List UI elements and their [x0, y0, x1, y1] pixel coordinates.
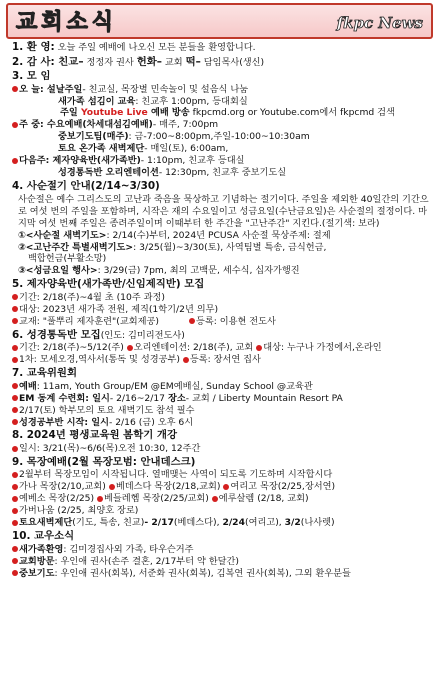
- cell-groups-row-2: [4, 493, 435, 505]
- welcome-text: 오늘 주일 예배에 나오신 모든 분들을 환영합니다.: [54, 42, 256, 53]
- education-retreat: [4, 393, 435, 405]
- saturday-altar-program: (기도, 특송, 친교): [72, 517, 145, 529]
- youtube-detail: fkpcmd.org or Youtube.com에서 fkpcmd 검색: [189, 107, 395, 119]
- youtube-broadcast: 예배 방송: [147, 107, 190, 119]
- youtube-live: Youtube Live: [80, 107, 148, 119]
- lent-heading: 4. 사순절기 안내(2/14~3/30): [12, 180, 160, 193]
- discipleship-register-text: 등록: 이용현 전도사: [195, 315, 276, 327]
- bible-orientation-label: 성경통독반 오리엔테이션: [58, 167, 159, 179]
- youtube-prefix: 주일: [60, 107, 81, 119]
- discipleship-period-text: 기간: 2/18(주)~4월 초 (10주 과정): [19, 291, 165, 303]
- discipleship-period: [4, 292, 435, 304]
- cell-worship-intro: [4, 469, 435, 481]
- cell-worship-intro-text: 2월부터 목장모임이 시작됩니다. 열매맺는 사역이 되도록 기도하며 시작합시다: [19, 469, 333, 481]
- newcomer-detail: : 친교후 1:00pm, 등대회실: [135, 95, 248, 107]
- bible-orientation-detail: - 12:30pm, 친교후 중보기도실: [158, 167, 287, 179]
- news-banner: [6, 3, 433, 39]
- retreat-date: - 2/16~2/17: [109, 392, 168, 404]
- member-news-visit: [4, 556, 435, 568]
- weekday-label: 주 중:: [19, 119, 47, 131]
- thanks-label-flowers: 헌화–: [136, 55, 162, 68]
- intercession-detail: : 우인애 권사(회복), 서준화 권사(회복), 김복연 권사(회복), 그외 환우분들: [54, 567, 351, 579]
- bullet-icon: [12, 383, 18, 389]
- today-label: 오 늘:: [19, 83, 47, 95]
- saturday-altar-date-1: - 2/17: [144, 517, 174, 529]
- education-heading: 7. 교육위원회: [12, 367, 77, 380]
- meetings-heading: 3. 모 임: [12, 70, 51, 83]
- cell-jerusalem: 에루살렘 (2/18, 교회): [218, 493, 309, 505]
- lent-item-1: [4, 230, 435, 242]
- member-news-newcomer: [4, 544, 435, 556]
- bullet-icon: [223, 484, 229, 490]
- cell-groups-row-1: [4, 481, 435, 493]
- lifelong-education-heading: 8. 2024년 평생교육원 봄학기 개강: [12, 429, 177, 442]
- banner-title: 교회소식: [16, 10, 118, 35]
- bullet-icon: [12, 508, 18, 514]
- newcomer-welcome-detail: : 김미경집사외 가족, 타우슨거주: [63, 543, 194, 555]
- cell-groups-row-3: [4, 505, 435, 517]
- wednesday-detail: - 매주, 7:00pm: [152, 119, 219, 131]
- bible-period: 기간: 2/18(주)~5/12(주): [19, 342, 124, 354]
- lifelong-education-date-text: 일시: 3/21(목)~6/6(목)오전 10:30, 12주간: [19, 443, 201, 454]
- meetings-youtube: [4, 107, 435, 119]
- education-parent-note: [4, 405, 435, 417]
- member-news-heading: 10. 교우소식: [12, 530, 75, 543]
- bullet-icon: [12, 446, 18, 452]
- thanks-ricecake: 담임목사(생신): [200, 56, 265, 68]
- bullet-icon: [109, 484, 115, 490]
- bible-reading-leader: (인도: 김미리전도사): [100, 329, 185, 341]
- bullet-icon: [12, 158, 18, 164]
- cell-worship-heading: 9. 목장예배(2월 목장모범: 안내데스크): [12, 455, 196, 468]
- bullet-icon: [12, 318, 18, 324]
- bullet-icon: [12, 546, 18, 552]
- new-year-sunday: 설날주일: [46, 83, 83, 95]
- bullet-icon: [12, 395, 18, 401]
- church-visit-label: 교회방문: [19, 555, 55, 567]
- banner-logo: fkpc News: [336, 14, 423, 32]
- thanks-label-fellowship: 친교–: [54, 55, 84, 68]
- bullet-icon: [12, 484, 18, 490]
- prayer-team-label: 중보기도팀(매주): [58, 131, 129, 143]
- meetings-today: [4, 84, 435, 96]
- retreat-label: EM 동계 수련회: 일시: [19, 392, 110, 404]
- bullet-icon: [127, 345, 133, 351]
- intercession-label: 중보기도: [19, 567, 55, 579]
- education-worship-detail: : 11am, Youth Group/EM @EM예배실, Sunday School @교육관: [36, 380, 313, 392]
- holy-week-prayer: ②<고난주간 특별새벽기도>: [18, 241, 134, 253]
- lifelong-education-date: [4, 443, 435, 455]
- lent-paragraph: 사순절은 예수 그리스도의 고난과 죽음을 묵상하고 기념하는 절기이다. 주일을 제외한 40일간의 기간으로 여섯 번의 주일을 포함하며, 시작은 재의 수요일이고 성금요일(수난금요일)은 사순절의 절정이다. 마지막 여섯 번째 주일은 종려주일이며 이때부터 한 주간을 "고난주간" 지킨다.(절기색: 보라): [18, 193, 429, 229]
- meetings-bible-reading: [4, 167, 435, 179]
- meetings-prayer-team: [4, 131, 435, 143]
- retreat-place-label: 장소: [167, 392, 186, 404]
- church-visit-detail: : 우인애 권사(손주 결혼, 2/17부터 약 한달간): [54, 555, 239, 567]
- saturday-altar-date-3: 3/2: [284, 517, 301, 529]
- bullet-icon: [12, 419, 18, 425]
- bible-reading-line-1: [4, 342, 435, 354]
- bullet-icon: [256, 345, 262, 351]
- meetings-weekday: [4, 119, 435, 131]
- bullet-icon: [12, 122, 18, 128]
- bullet-icon: [212, 496, 218, 502]
- education-worship: [4, 381, 435, 393]
- education-bible-study: [4, 417, 435, 429]
- bible-reading-line-2: [4, 354, 435, 366]
- lent-dawn-prayer: ①<사순절 새벽기도>: [18, 229, 107, 241]
- newcomer-welcome-label: 새가족환영: [19, 543, 64, 555]
- bullet-icon: [12, 345, 18, 351]
- bullet-icon: [97, 496, 103, 502]
- saturday-altar-date-2: 2/24: [222, 517, 245, 529]
- discipleship-target-text: 대상: 2023년 새가족 전원, 제직(1학기/2년 의무): [19, 303, 219, 315]
- saturday-dawn-detail: - 매일(토), 6:00am,: [144, 143, 229, 155]
- cell-capernaum: 가버나움 (2/25, 최양호 장로): [19, 505, 139, 517]
- cell-bethesda: 베데스다 목장(2/18,교회): [115, 481, 221, 493]
- thanks-fellowship: 정정자 권사: [83, 56, 137, 68]
- bulletin-page: [0, 3, 439, 700]
- saturday-altar-group-3: (나사렛): [300, 517, 335, 529]
- bullet-icon: [12, 306, 18, 312]
- discipleship-target: [4, 304, 435, 316]
- bullet-icon: [12, 294, 18, 300]
- welcome-heading: 1. 환 영:: [12, 41, 55, 53]
- retreat-place: - 교회 / Liberty Mountain Resort PA: [185, 392, 343, 404]
- bullet-icon: [12, 570, 18, 576]
- bible-reading-heading-row: [4, 329, 435, 343]
- bullet-icon: [12, 520, 18, 526]
- bullet-icon: [12, 558, 18, 564]
- wednesday-service: 수요예배(차세대섬김예배): [46, 119, 153, 131]
- parent-note-text: 2/17(토) 학부모의 토요 새벽기도 참석 필수: [19, 404, 195, 416]
- bullet-icon: [12, 496, 18, 502]
- thanks-heading: 2. 감 사:: [12, 55, 55, 68]
- bullet-icon: [12, 407, 18, 413]
- holy-week-detail: : 3/25(월)~3/30(토), 사역팀별 특송, 금식헌금,: [133, 241, 327, 253]
- bullet-icon: [12, 472, 18, 478]
- bible-study-date: - 2/16 (금) 오후 6시: [108, 416, 194, 428]
- bible-first-part: 1차: 모세오경,역사서(통독 및 성경공부): [19, 354, 180, 366]
- cell-bethlehem: 베들레헴 목장(2/25/교회): [104, 493, 209, 505]
- discipleship-label: 제자양육반(새가족반): [52, 155, 141, 167]
- bullet-icon: [189, 318, 195, 324]
- bible-study-label: 성경공부반 시작: 일시: [19, 416, 109, 428]
- saturday-altar-group-2: (여리고),: [244, 517, 285, 529]
- next-week-label: 다음주:: [19, 155, 53, 167]
- meetings-next-week: [4, 155, 435, 167]
- member-news-prayer: [4, 568, 435, 580]
- newcomer-label: 새가족 섬김이 교육: [58, 95, 136, 107]
- saturday-dawn-label: 토요 온가족 새벽제단: [58, 143, 145, 155]
- saturday-altar-label: 토요새벽제단: [19, 517, 73, 529]
- bible-reading-heading: 6. 성경통독반 모집: [12, 328, 101, 341]
- bullet-icon: [12, 357, 18, 363]
- section-thanks: [4, 56, 435, 70]
- education-worship-label: 예배: [19, 380, 37, 392]
- lent-item-2: [4, 242, 435, 254]
- discipleship-material: [4, 316, 435, 328]
- lent-item-3: [4, 265, 435, 277]
- bible-target: 대상: 누구나 가정에서,온라인: [263, 342, 382, 354]
- discipleship-heading: 5. 제자양육반(새가족반/신임제직반) 모집: [12, 278, 205, 291]
- good-friday-event: ③<성금요일 행사>: [18, 265, 98, 277]
- prayer-team-detail: : 금-7:00~8:00pm,주일-10:00~10:30am: [128, 131, 310, 143]
- bible-register: 등록: 장서연 집사: [189, 354, 261, 366]
- discipleship-detail: - 1:10pm, 친교후 등대실: [140, 155, 245, 167]
- lent-item-2-cont: 백합헌금(부활소망): [28, 253, 107, 265]
- cell-ephesus: 예베소 목장(2/25): [19, 493, 95, 505]
- good-friday-detail: : 3/29(금) 7pm, 최의 고백문, 세수식, 십자가행진: [97, 265, 300, 277]
- meetings-saturday-dawn: [4, 143, 435, 155]
- bullet-icon: [12, 86, 18, 92]
- meetings-newcomer: [4, 96, 435, 108]
- saturday-altar-group-1: (베데스다),: [173, 517, 223, 529]
- section-welcome: [4, 41, 435, 55]
- thanks-flowers: 교회: [161, 56, 186, 68]
- new-year-detail: - 친교실, 목장별 민속놀이 및 설음식 나눔: [82, 83, 249, 95]
- bullet-icon: [183, 357, 189, 363]
- discipleship-material-text: 교재: "풀뿌리 제자훈련"(교회제공): [19, 315, 159, 327]
- lent-dawn-detail: : 2/14(수)부터, 2024년 PCUSA 사순절 묵상주제: 절제: [106, 229, 331, 241]
- cell-gana: 가나 목장(2/10,교회): [19, 481, 106, 493]
- bible-orientation: 오리엔테이션: 2/18(주), 교회: [133, 342, 254, 354]
- saturday-altar: [4, 517, 435, 529]
- thanks-label-ricecake: 떡–: [185, 55, 201, 68]
- cell-jericho: 여리고 목장(2/25,장서연): [230, 481, 336, 493]
